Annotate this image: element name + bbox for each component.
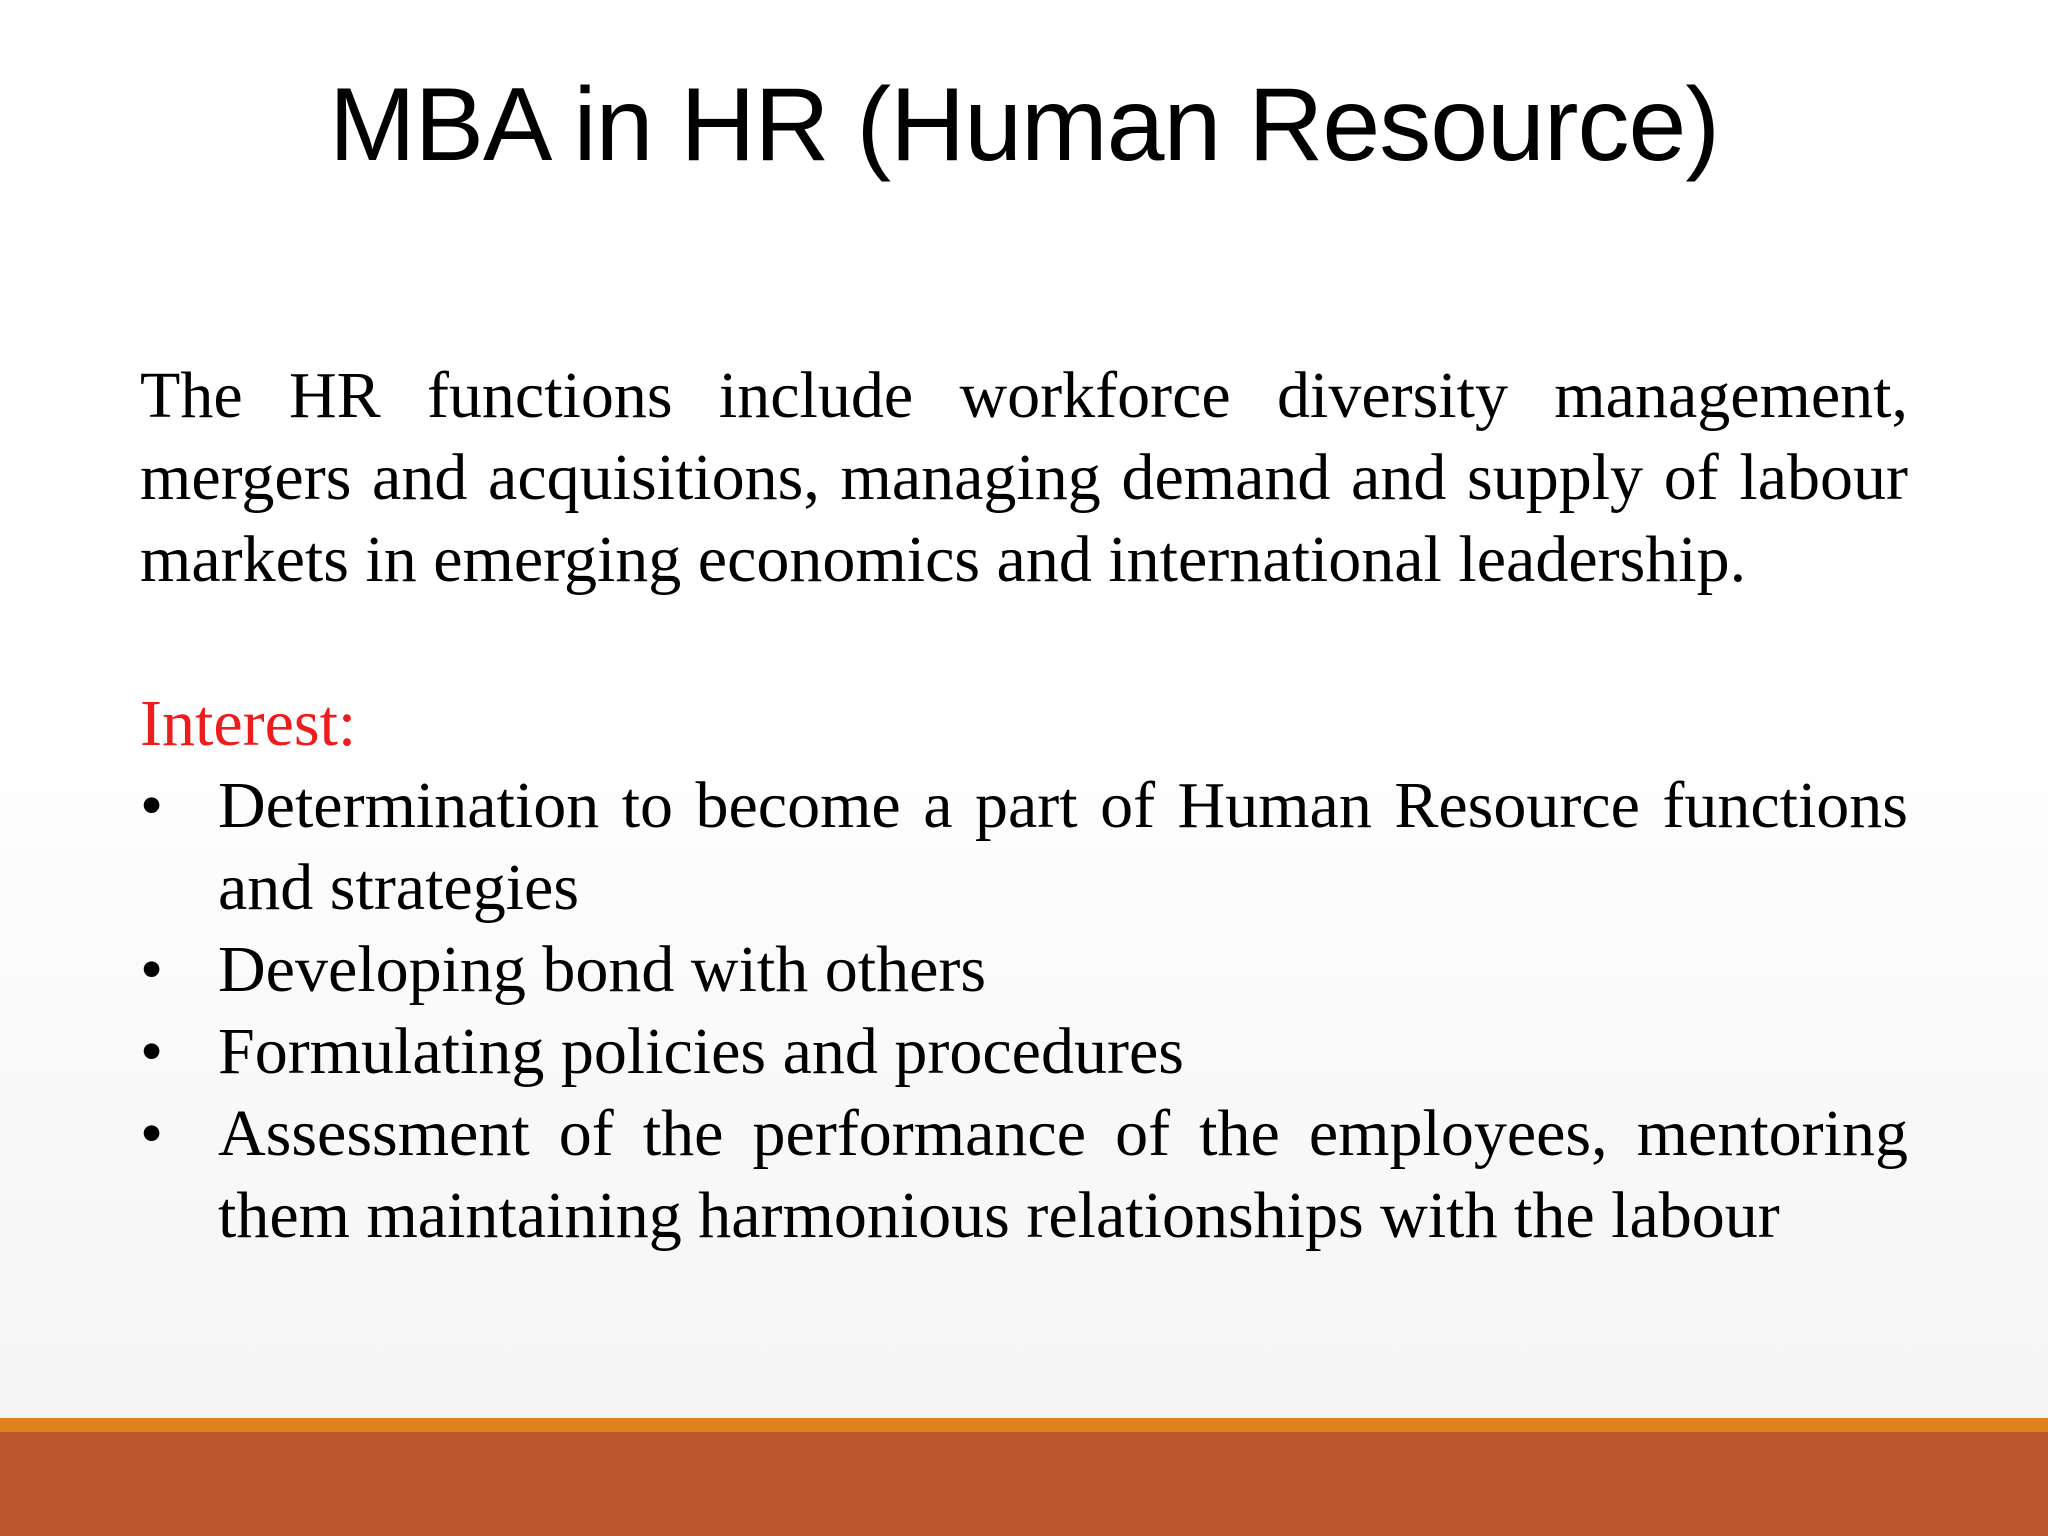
slide-title: MBA in HR (Human Resource)	[329, 67, 1719, 183]
list-item-text: Determination to become a part of Human Resource functions and strategies	[218, 769, 1908, 924]
bullet-icon: •	[140, 1015, 164, 1088]
intro-paragraph: The HR functions include workforce diversity management, mergers and acquisitions, managing demand and supply of labour markets in emerging economics and international leadership.	[140, 359, 1908, 596]
list-item	[140, 765, 1908, 929]
bullet-icon: •	[140, 769, 164, 842]
bullet-icon: •	[140, 933, 164, 1006]
list-item-text: Assessment of the performance of the employees, mentoring them maintaining harmonious relationships with the labour	[218, 1097, 1908, 1252]
slide-body	[140, 355, 1908, 1257]
interest-list	[140, 765, 1908, 1257]
list-item-text: Formulating policies and procedures	[218, 1015, 1184, 1088]
list-item-text: Developing bond with others	[218, 933, 987, 1006]
list-item	[140, 1093, 1908, 1257]
list-item	[140, 929, 1908, 1011]
interest-heading: Interest:	[140, 687, 357, 760]
list-item	[140, 1011, 1908, 1093]
footer-accent-line	[0, 1418, 2048, 1432]
footer-bar	[0, 1432, 2048, 1536]
bullet-icon: •	[140, 1097, 164, 1170]
